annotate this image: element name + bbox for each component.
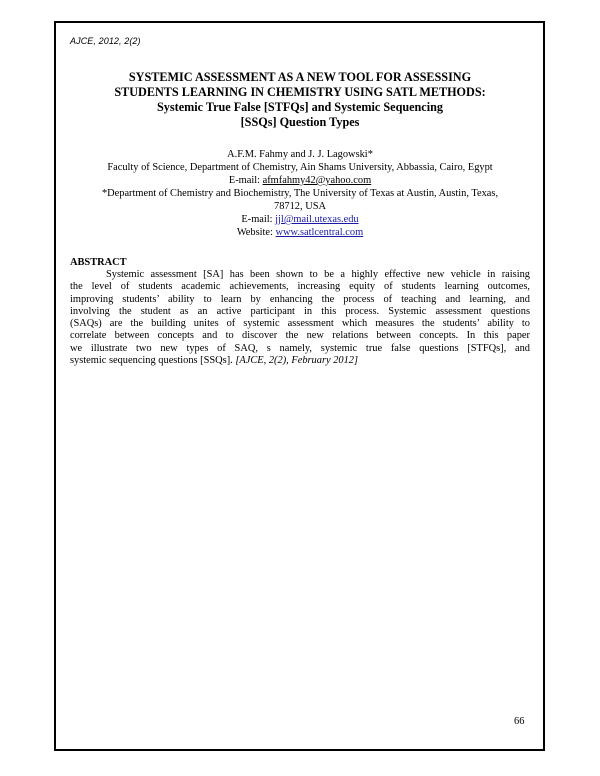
email-line-2	[66, 213, 534, 226]
abstract-heading: ABSTRACT	[70, 257, 127, 268]
abstract-line: correlate between concepts and to discover the new relations between concepts. In this paper	[70, 330, 530, 342]
abstract-body	[70, 269, 530, 367]
affiliation-1: Faculty of Science, Department of Chemistry, Ain Shams University, Abbassia, Cairo, Egypt	[107, 162, 493, 173]
abstract-line: involving the student as an active participant in this process. Systemic assessment questions	[70, 305, 530, 317]
abstract-last-line	[70, 355, 530, 367]
website-link[interactable]: www.satlcentral.com	[275, 227, 364, 238]
citation: [AJCE, 2(2), February 2012]	[235, 355, 359, 367]
abstract-line: improving students’ ability to learn by enhancing the process of teaching and learning, and	[70, 293, 530, 305]
email-line-1	[66, 174, 534, 187]
author-names: A.F.M. Fahmy and J. J. Lagowski*	[227, 149, 373, 160]
abstract-line: systemic sequencing questions [SSQs].	[70, 355, 236, 367]
affiliation-2: *Department of Chemistry and Biochemistry, The University of Texas at Austin, Austin, Texas,	[101, 188, 499, 199]
email-link-1[interactable]: afmfahmy42@yahoo.com	[262, 175, 372, 186]
page-border	[54, 21, 545, 751]
website-label: Website:	[236, 227, 276, 238]
author-info	[66, 148, 534, 239]
abstract-line: the level of students academic achievements, increasing equity of students learning outcomes,	[70, 281, 530, 293]
website-line	[66, 226, 534, 239]
abstract-line: Systemic assessment [SA] has been shown to be a highly effective new vehicle in raising	[106, 269, 530, 280]
email-link-2[interactable]: jjl@mail.utexas.edu	[275, 214, 359, 225]
title-line: Systemic True False [STFQs] and Systemic Sequencing	[157, 100, 443, 114]
abstract-line: we illustrate two new types of SAQ, s namely, systemic true false questions [STFQs], and	[70, 342, 530, 354]
email-label: E-mail:	[241, 214, 276, 225]
email-label: E-mail:	[228, 175, 263, 186]
title-line: [SSQs] Question Types	[240, 115, 360, 129]
paper-title	[70, 70, 530, 130]
title-line: STUDENTS LEARNING IN CHEMISTRY USING SATL METHODS:	[114, 85, 486, 99]
page-number: 66	[514, 716, 525, 727]
running-head: AJCE, 2012, 2(2)	[70, 36, 141, 46]
abstract-line: (SAQs) are the building unites of systemic assessment which measures the students’ ability to	[70, 318, 530, 330]
affiliation-2-postcode: 78712, USA	[274, 201, 326, 212]
title-line: SYSTEMIC ASSESSMENT AS A NEW TOOL FOR ASSESSING	[128, 70, 472, 84]
